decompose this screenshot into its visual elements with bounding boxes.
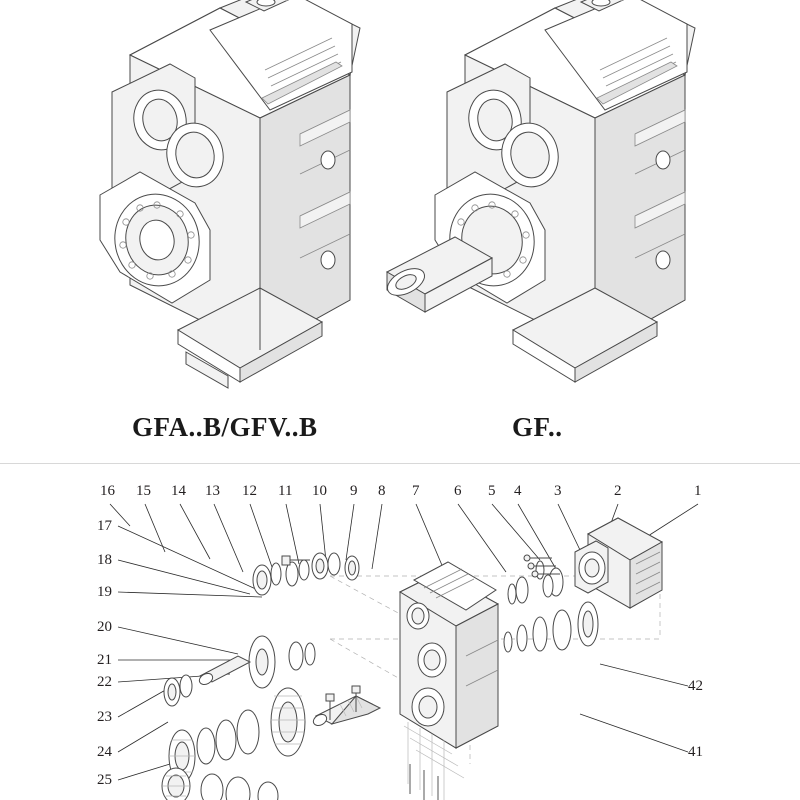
callout-20: 20 — [97, 619, 112, 635]
callout-22: 22 — [97, 674, 112, 690]
gearbox-drawing-left — [60, 0, 400, 410]
callout-11: 11 — [278, 483, 293, 499]
callout-6: 6 — [454, 483, 462, 499]
callout-25: 25 — [97, 772, 112, 788]
callout-5: 5 — [488, 483, 496, 499]
caption-gf: GF.. — [512, 412, 563, 442]
callout-21: 21 — [97, 652, 112, 668]
callout-23: 23 — [97, 709, 112, 725]
callout-18: 18 — [97, 552, 112, 568]
callout-42: 42 — [688, 678, 703, 694]
callout-15: 15 — [136, 483, 151, 499]
callout-1: 1 — [694, 483, 702, 499]
callout-12: 12 — [242, 483, 257, 499]
callout-7: 7 — [412, 483, 420, 499]
callout-13: 13 — [205, 483, 220, 499]
callout-17: 17 — [97, 518, 112, 534]
callout-2: 2 — [614, 483, 622, 499]
callout-10: 10 — [312, 483, 327, 499]
callout-24: 24 — [97, 744, 112, 760]
callout-8: 8 — [378, 483, 386, 499]
gearbox-drawing-right — [395, 0, 735, 410]
callout-4: 4 — [514, 483, 522, 499]
caption-gfab-gfvb: GFA..B/GFV..B — [132, 412, 318, 442]
callout-41: 41 — [688, 744, 703, 760]
callout-16: 16 — [100, 483, 115, 499]
callout-3: 3 — [554, 483, 562, 499]
exploded-parts-diagram — [0, 464, 800, 800]
callout-9: 9 — [350, 483, 358, 499]
callout-14: 14 — [171, 483, 186, 499]
callout-19: 19 — [97, 584, 112, 600]
